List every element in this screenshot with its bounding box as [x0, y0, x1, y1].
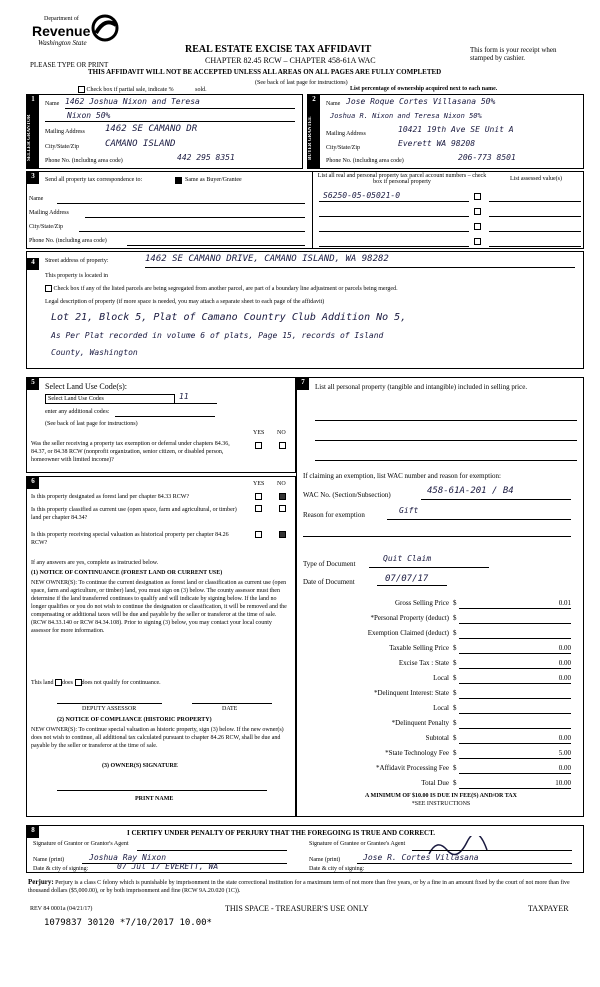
fee-dollar-sign: $ [453, 614, 457, 622]
date-label: DATE [222, 706, 238, 712]
s3-mail-line[interactable] [85, 217, 305, 218]
section-2 [307, 94, 584, 169]
forest-yes-checkbox[interactable] [255, 493, 262, 500]
fee-dollar-sign: $ [453, 659, 457, 667]
legal-line-3[interactable]: County, Washington [51, 348, 138, 357]
treasurer-space: THIS SPACE - TREASURER'S USE ONLY [225, 904, 369, 913]
historic-no-checkbox[interactable] [279, 531, 286, 538]
current-use-no-checkbox[interactable] [279, 505, 286, 512]
parcel-checkbox-2[interactable] [474, 208, 481, 215]
seller-grantor-label: SELLER GRANTOR [27, 107, 39, 169]
wac-header: If claiming an exemption, list WAC number and reason for exemption: [303, 472, 501, 480]
parcel-divider [312, 172, 313, 249]
form-title: REAL ESTATE EXCISE TAX AFFIDAVIT [185, 44, 372, 55]
reason-label: Reason for exemption [303, 511, 365, 519]
land-use-code-value[interactable]: 11 [179, 392, 189, 401]
reason-value[interactable]: Gift [399, 506, 419, 515]
parcel-checkbox-4[interactable] [474, 238, 481, 245]
fee-dollar-sign: $ [453, 599, 457, 607]
deputy-line[interactable] [57, 703, 162, 704]
fee-row [297, 746, 585, 761]
parcel-checkbox-1[interactable] [474, 193, 481, 200]
s5-see-back: (See back of last page for instructions) [45, 421, 138, 427]
parcel-line-3 [319, 231, 469, 232]
section-1 [26, 94, 303, 169]
street-label: Street address of property: [45, 258, 109, 264]
assessed-line-1 [489, 201, 581, 202]
forest-question: Is this property designated as forest land per chapter 84.33 RCW? [31, 494, 190, 500]
notice-continuance-text: NEW OWNER(S): To continue the current designation as forest land or classification as current use (open space, farm and agriculture, or timber) land, you must sign on (3) below. The county assessor must then determine if the land transferred continues to qualify and will indicate by signing below. If the land no longer qualifies or you do not wish to continue the designation or classification, it will be removed and the compensating or additional taxes will be due and payable by the seller or transferor at the time of sale. (RCW 84.33.140 or RCW 84.34.108). Prior to signing (3) below, you may contact your local county assessor for more information. [31, 580, 287, 634]
select-land-use-label: Select Land Use Code(s): [45, 382, 127, 391]
perjury-note [28, 878, 584, 895]
doc-type-value[interactable]: Quit Claim [383, 554, 432, 563]
parcel-line-1 [319, 201, 469, 202]
fee-row [297, 731, 585, 746]
deputy-label: DEPUTY ASSESSOR [82, 706, 137, 712]
section-7-num: 7 [297, 378, 309, 390]
fee-label: *Delinquent Interest: State [373, 689, 449, 697]
section-8-num: 8 [27, 826, 39, 838]
s3-city-label: City/State/Zip [29, 224, 63, 230]
section-7 [296, 377, 584, 817]
doc-type-line [369, 567, 489, 568]
wac-label: WAC No. (Section/Subsection) [303, 491, 391, 499]
does-label: does [62, 679, 73, 686]
fee-value[interactable] [459, 719, 571, 729]
grantor-sig-line[interactable] [137, 850, 287, 851]
owner-signature-line[interactable] [57, 790, 267, 791]
doc-date-label: Date of Document [303, 578, 355, 586]
receipt-note: This form is your receipt when stamped by cashier. [470, 46, 557, 62]
reason-line [387, 519, 571, 520]
fee-value[interactable]: 0.00 [459, 659, 571, 669]
does-not-checkbox[interactable] [75, 679, 82, 686]
parcel-header: List all real and personal property tax parcel account numbers – check box if personal property [317, 173, 487, 185]
rev-number: REV 84 0001a (04/21/17) [30, 906, 93, 912]
assessed-line-2 [489, 216, 581, 217]
section-6 [26, 476, 296, 817]
s2-name2-value[interactable]: Joshua R. Nixon and Teresa Nixon 50% [330, 112, 482, 120]
s1-mail-value[interactable]: 1462 SE CAMANO DR [105, 124, 198, 134]
street-value[interactable]: 1462 SE CAMANO DRIVE, CAMANO ISLAND, WA 98282 [145, 254, 389, 264]
personal-property-line-2[interactable] [315, 440, 577, 441]
fee-value[interactable]: 0.00 [459, 644, 571, 654]
land-use-code-line [175, 403, 217, 404]
s6-no: NO [277, 481, 286, 487]
additional-codes-label: enter any additional codes: [45, 409, 110, 415]
perjury-bold: Perjury: [28, 878, 54, 886]
segregation-label: Check box if any of the listed parcels are being segregated from another parcel, are part of a boundary line adjustment or parcels being merged. [53, 285, 398, 292]
taxpayer-label: TAXPAYER [528, 904, 569, 913]
s2-mail-value[interactable]: 10421 19th Ave SE Unit A [398, 125, 514, 134]
historic-yes-checkbox[interactable] [255, 531, 262, 538]
see-back: (See back of last page for instructions) [255, 80, 348, 86]
grantee-name-label: Name (print) [309, 857, 341, 863]
treasurer-stamp: 1079837 30120 *7/10/2017 10.00* [44, 918, 212, 928]
fee-row [297, 671, 585, 686]
grantor-name-value[interactable]: Joshua Ray Nixon [89, 853, 167, 862]
assessed-header: List assessed value(s) [510, 176, 562, 182]
land-use-select[interactable]: Select Land Use Codes [45, 394, 175, 404]
historic-question: Is this property receiving special valuation as historical property per chapter 84.26 RCW? [31, 532, 229, 546]
revenue-label: Revenue [32, 23, 91, 39]
street-line [145, 267, 575, 268]
section-3 [26, 171, 584, 249]
s5-yes: YES [253, 430, 265, 436]
personal-property-line-1[interactable] [315, 420, 577, 421]
if-yes-note: If any answers are yes, complete as instructed below. [31, 560, 159, 566]
reason-line-2[interactable] [303, 536, 571, 537]
send-correspondence: Send all property tax correspondence to: [45, 177, 143, 183]
buyer-grantee-label: BUYER GRANTEE [308, 107, 320, 169]
s3-city-line[interactable] [79, 231, 305, 232]
current-use-yes-checkbox[interactable] [255, 505, 262, 512]
grantor-name-label: Name (print) [33, 857, 65, 863]
current-use-question: Is this property classified as current use (open space, farm and agricultural, or timber) land per chapter 84.34? [31, 507, 237, 521]
minimum-note: A MINIMUM OF $10.00 IS DUE IN FEE(S) AND/OR TAX [365, 793, 517, 799]
fee-value[interactable]: 0.00 [459, 734, 571, 744]
legal-line-1[interactable]: Lot 21, Block 5, Plat of Camano Country Club Addition No 5, [51, 312, 407, 323]
s1-mail-label: Mailing Address [45, 129, 85, 135]
fee-label: Total Due [421, 779, 449, 787]
qualify-label: qualify for continuance. [103, 679, 161, 686]
s1-name2-line [45, 121, 295, 122]
fee-row [297, 686, 585, 701]
s1-phone-label: Phone No. (including area code) [45, 158, 123, 164]
fee-label: Excise Tax : State [398, 659, 449, 667]
section-4-num: 4 [27, 258, 39, 270]
exemption-question: Was the seller receiving a property tax exemption or deferral under chapters 84.36, 84.37, or 84.38 RCW (nonprofit organization, senior citizen, or disabled person, homeowner with limited income)? [31, 441, 230, 463]
segregation-row [45, 285, 398, 292]
additional-codes-line[interactable] [115, 416, 215, 417]
partial-sale-label: Check box if partial sale, indicate % [86, 86, 174, 93]
logo [30, 10, 140, 52]
fee-label: Taxable Selling Price [389, 644, 449, 652]
fee-dollar-sign: $ [453, 734, 457, 742]
fee-dollar-sign: $ [453, 689, 457, 697]
fee-label: Local [433, 674, 449, 682]
segregation-checkbox[interactable] [45, 285, 52, 292]
s2-city-value[interactable]: Everett WA 98208 [398, 139, 476, 148]
fee-dollar-sign: $ [453, 764, 457, 772]
section-2-num: 2 [308, 95, 320, 107]
not-accepted: THIS AFFIDAVIT WILL NOT BE ACCEPTED UNLESS ALL AREAS ON ALL PAGES ARE FULLY COMPLETED [88, 68, 442, 76]
perjury-text: Perjury is a class C felony which is punishable by imprisonment in the state correctional institution for a maximum term of not more than five years, or by a fine in an amount fixed by the court of not more than five thousand dollars ($5,000.00), or by both imprisonment and fine (RCW 9A.20.020 (1C)). [28, 880, 570, 894]
partial-sale-checkbox[interactable] [78, 86, 85, 93]
grantee-sig-line[interactable] [412, 850, 572, 851]
fee-value[interactable] [459, 629, 571, 639]
parcel-checkbox-3[interactable] [474, 223, 481, 230]
parcel-value[interactable]: S6250-05-05021-0 [323, 191, 401, 200]
grantee-name-line [357, 863, 572, 864]
legal-label: Legal description of property (if more space is needed, you may attach a separate sheet to each page of the affidavit) [45, 299, 325, 305]
this-land-row [31, 679, 161, 686]
grantee-date-line[interactable] [387, 872, 572, 873]
state-label: Washington State [38, 39, 87, 47]
see-instructions: *SEE INSTRUCTIONS [411, 801, 471, 807]
section-5 [26, 377, 296, 473]
section-8 [26, 825, 584, 873]
fee-row [297, 611, 585, 626]
fee-row [297, 761, 585, 776]
fee-dollar-sign: $ [453, 704, 457, 712]
fee-value[interactable]: 5.00 [459, 749, 571, 759]
please-print: PLEASE TYPE OR PRINT [30, 61, 109, 69]
fee-value[interactable]: 0.00 [459, 674, 571, 684]
fee-label: *Delinquent Penalty [391, 719, 449, 727]
s6-yes: YES [253, 481, 265, 487]
fee-label: *Affidavit Processing Fee [376, 764, 449, 772]
s2-city-label: City/State/Zip [326, 145, 360, 151]
partial-sale-row [78, 86, 207, 93]
s3-phone-label: Phone No. (including area code) [29, 238, 107, 244]
fee-row [297, 656, 585, 671]
same-as-buyer-checkbox[interactable] [175, 177, 182, 184]
located-label: This property is located in [45, 273, 108, 279]
fee-dollar-sign: $ [453, 719, 457, 727]
same-as-buyer-label: Same as Buyer/Grantee [185, 177, 242, 183]
fee-label: Exemption Claimed (deduct) [367, 629, 449, 637]
exempt-yes-checkbox[interactable] [255, 442, 262, 449]
wac-value[interactable]: 458-61A-201 / B4 [427, 486, 514, 496]
parcel-line-2 [319, 216, 469, 217]
fee-value[interactable]: 0.01 [459, 599, 571, 609]
pct-ownership-note: List percentage of ownership acquired next to each name. [350, 86, 498, 92]
fee-label: *Personal Property (deduct) [370, 614, 449, 622]
chapter: CHAPTER 82.45 RCW – CHAPTER 458-61A WAC [205, 56, 376, 65]
forest-no-checkbox[interactable] [279, 493, 286, 500]
section-1-num: 1 [27, 95, 39, 107]
grantor-sig-label: Signature of Grantor or Grantor's Agent [33, 841, 129, 847]
grantee-name-value[interactable]: Jose R. Cortes Villasana [363, 853, 479, 862]
notice-continuance: (1) NOTICE OF CONTINUANCE (FOREST LAND OR CURRENT USE) [31, 570, 223, 576]
does-not-label: does not [81, 679, 102, 686]
fee-dollar-sign: $ [453, 674, 457, 682]
doc-date-line [377, 585, 447, 586]
s1-city-value[interactable]: CAMANO ISLAND [105, 139, 176, 149]
date-line[interactable] [192, 703, 272, 704]
owner-signature-label: (3) OWNER(S) SIGNATURE [102, 763, 178, 769]
fee-dollar-sign: $ [453, 629, 457, 637]
legal-line-2[interactable]: As Per Plat recorded in volume 6 of plats, Page 15, records of Island [51, 331, 384, 340]
fee-dollar-sign: $ [453, 779, 457, 787]
logo-swirl-icon [90, 13, 120, 43]
notice-compliance-text: NEW OWNER(S): To continue special valuation as historic property, sign (3) below. If the new owner(s) does not wish to continue, all additional tax calculated pursuant to chapter 84.26 RCW, shall be due and payable by the seller or transferor at the time of sale. [31, 727, 284, 749]
s2-phone-value[interactable]: 206-773 8501 [458, 153, 516, 162]
fee-label: *State Technology Fee [385, 749, 449, 757]
parcel-line-4 [319, 246, 469, 247]
s5-no: NO [277, 430, 286, 436]
notice-compliance: (2) NOTICE OF COMPLIANCE (HISTORIC PROPERTY) [57, 717, 212, 723]
does-checkbox[interactable] [55, 679, 62, 686]
s1-phone-value[interactable]: 442 295 8351 [177, 153, 235, 162]
assessed-line-3 [489, 231, 581, 232]
fee-row [297, 701, 585, 716]
s2-mail-label: Mailing Address [326, 131, 366, 137]
fee-row [297, 641, 585, 656]
s1-city-label: City/State/Zip [45, 144, 79, 150]
this-land-label: This land [31, 679, 54, 686]
s2-name-label: Name [326, 101, 341, 107]
fee-label: Gross Selling Price [394, 599, 449, 607]
exempt-no-checkbox[interactable] [279, 442, 286, 449]
doc-date-value[interactable]: 07/07/17 [385, 574, 429, 584]
s1-name-label: Name [45, 101, 60, 107]
section-6-num: 6 [27, 477, 39, 489]
fee-value[interactable] [459, 614, 571, 624]
fee-label: Local [433, 704, 449, 712]
section-5-num: 5 [27, 378, 39, 390]
s3-name-line[interactable] [57, 203, 305, 204]
section-3-num: 3 [27, 172, 39, 184]
personal-property-line-3[interactable] [315, 460, 577, 461]
fee-label: Subtotal [425, 734, 449, 742]
fee-value[interactable]: 0.00 [459, 764, 571, 774]
fee-value[interactable]: 10.00 [459, 779, 571, 789]
s2-name-value[interactable]: Jose Roque Cortes Villasana 50% [346, 97, 496, 106]
fee-value[interactable] [459, 689, 571, 699]
s1-name2-value[interactable]: Nixon 50% [67, 111, 111, 120]
fee-row [297, 776, 585, 791]
fee-row [297, 626, 585, 641]
section-4 [26, 251, 584, 369]
fee-value[interactable] [459, 704, 571, 714]
grantor-date-label: Date & city of signing: [33, 866, 89, 872]
personal-property-text: List all personal property (tangible and intangible) included in selling price. [315, 383, 528, 391]
fee-dollar-sign: $ [453, 749, 457, 757]
grantor-date-value[interactable]: 07 Jul 17 EVERETT, WA [117, 862, 219, 871]
grantee-date-label: Date & city of signing: [309, 866, 365, 872]
print-name-label: PRINT NAME [135, 796, 174, 802]
s3-phone-line[interactable] [127, 245, 305, 246]
s3-name-label: Name [29, 196, 44, 202]
s3-mail-label: Mailing Address [29, 210, 69, 216]
fee-table [297, 596, 585, 791]
grantee-sig-label: Signature of Grantee or Grantee's Agent [309, 841, 406, 847]
fee-row [297, 596, 585, 611]
fee-row [297, 716, 585, 731]
wac-line [421, 499, 571, 500]
dept-label: Department of [44, 16, 79, 22]
assessed-line-4 [489, 246, 581, 247]
s2-phone-label: Phone No. (including area code) [326, 158, 404, 164]
s1-name-value[interactable]: 1462 Joshua Nixon and Teresa [65, 97, 200, 106]
fee-dollar-sign: $ [453, 644, 457, 652]
sold-label: sold. [195, 86, 207, 93]
doc-type-label: Type of Document [303, 560, 356, 568]
s1-name-line [65, 108, 295, 109]
certify-text: I CERTIFY UNDER PENALTY OF PERJURY THAT THE FOREGOING IS TRUE AND CORRECT. [127, 829, 436, 837]
